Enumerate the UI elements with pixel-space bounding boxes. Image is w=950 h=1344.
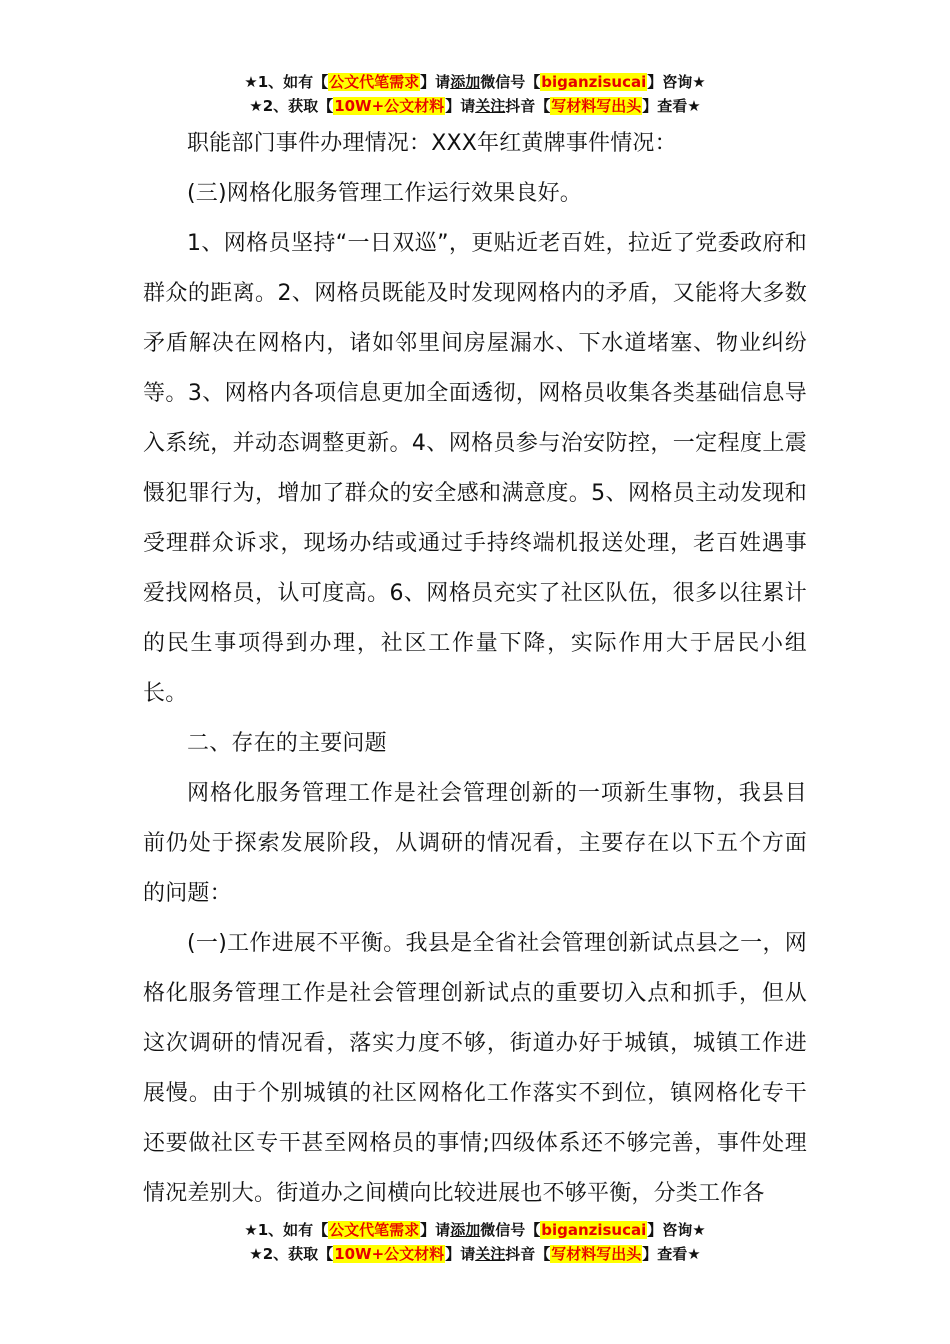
banner-highlight: biganzisucai [541,1221,647,1239]
banner-text: ★1、如有【 [244,73,329,91]
banner-highlight: 写材料写出头 [551,97,642,115]
banner-text: ★2、获取【 [249,1245,334,1263]
bottom-banner [0,1218,950,1266]
banner-text: 】查看★ [642,97,701,115]
banner-highlight: biganzisucai [541,73,647,91]
banner-text: ★1、如有【 [244,1221,329,1239]
banner-text: 微信号【 [480,73,541,91]
banner-text: ★2、获取【 [249,97,334,115]
banner-text: 】咨询★ [647,1221,706,1239]
banner-line-1 [0,1218,950,1242]
banner-highlight: 10W+公文材料 [334,1245,445,1263]
banner-line-2 [0,1242,950,1266]
banner-highlight: 写材料写出头 [551,1245,642,1263]
banner-highlight: 10W+公文材料 [334,97,445,115]
section-heading: 二、存在的主要问题 [187,731,387,756]
banner-text: 】请 [445,1245,476,1263]
banner-underline: 关注 [475,1245,506,1263]
top-banner [0,70,950,118]
banner-underline: 添加 [450,1221,481,1239]
paragraph: 职能部门事件办理情况：XXX年红黄牌事件情况： [187,131,677,156]
banner-highlight: 公文代笔需求 [329,1221,420,1239]
document-body [143,119,807,1219]
paragraph: (三)网格化服务管理工作运行效果良好。 [187,181,582,206]
banner-line-2 [0,94,950,118]
banner-highlight: 公文代笔需求 [329,73,420,91]
banner-text: 抖音【 [505,97,551,115]
banner-underline: 关注 [475,97,506,115]
banner-text: 微信号【 [480,1221,541,1239]
banner-underline: 添加 [450,73,481,91]
paragraph: (一)工作进展不平衡。我县是全省社会管理创新试点县之一，网格化服务管理工作是社会管理创新试点的重要切入点和抓手，但从这次调研的情况看，落实力度不够，街道办好于城镇，城镇工作进展慢。由于个别城镇的社区网格化工作落实不到位，镇网格化专干还要做社区专干甚至网格员的事情;四级体系还不够完善，事件处理情况差别大。街道办之间横向比较进展也不够平衡，分类工作各 [143,931,807,1206]
paragraph: 网格化服务管理工作是社会管理创新的一项新生事物，我县目前仍处于探索发展阶段，从调研的情况看，主要存在以下五个方面的问题： [143,781,807,906]
banner-line-1 [0,70,950,94]
banner-text: 】请 [420,73,451,91]
banner-text: 】请 [445,97,476,115]
banner-text: 】查看★ [642,1245,701,1263]
banner-text: 抖音【 [505,1245,551,1263]
banner-text: 】咨询★ [647,73,706,91]
paragraph: 1、网格员坚持“一日双巡”，更贴近老百姓，拉近了党委政府和群众的距离。2、网格员既能及时发现网格内的矛盾，又能将大多数矛盾解决在网格内，诸如邻里间房屋漏水、下水道堵塞、物业纠纷等。3、网格内各项信息更加全面透彻，网格员收集各类基础信息导入系统，并动态调整更新。4、网格员参与治安防控，一定程度上震慑犯罪行为，增加了群众的安全感和满意度。5、网格员主动发现和受理群众诉求，现场办结或通过手持终端机报送处理，老百姓遇事爱找网格员，认可度高。6、网格员充实了社区队伍，很多以往累计的民生事项得到办理，社区工作量下降，实际作用大于居民小组长。 [143,231,807,706]
banner-text: 】请 [420,1221,451,1239]
